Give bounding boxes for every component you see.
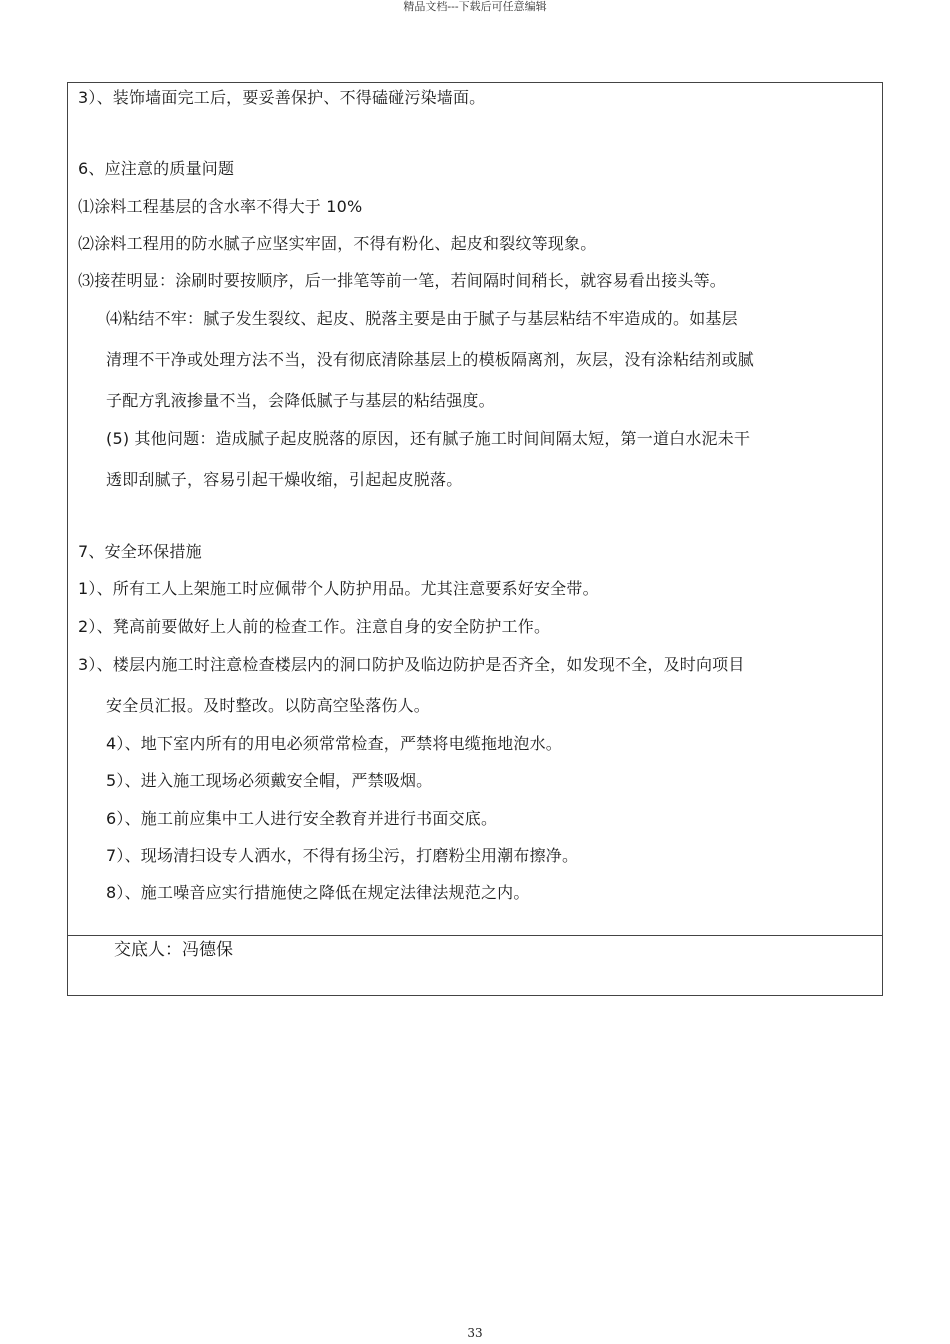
text-line: 清理不干净或处理方法不当，没有彻底清除基层上的模板隔离剂，灰层，没有涂粘结剂或腻 (106, 350, 755, 369)
text-line: ⑴涂料工程基层的含水率不得大于 10% (78, 197, 363, 216)
text-line: 透即刮腻子，容易引起干燥收缩，引起起皮脱落。 (106, 470, 463, 489)
text-line: 子配方乳液掺量不当，会降低腻子与基层的粘结强度。 (106, 391, 495, 410)
text-line: ⑶接茬明显：涂刷时要按顺序，后一排笔等前一笔，若间隔时间稍长，就容易看出接头等。 (78, 271, 727, 290)
text-line: 8）、施工噪音应实行措施使之降低在规定法律法规范之内。 (106, 883, 530, 902)
signer-cell (68, 936, 882, 995)
section-heading-safety: 7、安全环保措施 (78, 542, 202, 561)
text-line: 7）、现场清扫设专人洒水，不得有扬尘污，打磨粉尘用潮布擦净。 (106, 846, 579, 865)
header-note: 精品文档---下载后可任意编辑 (403, 0, 547, 13)
signer-label: 交底人：冯德保 (114, 940, 233, 960)
text-line: 1）、所有工人上架施工时应佩带个人防护用品。尤其注意要系好安全带。 (78, 579, 599, 598)
text-line: 4）、地下室内所有的用电必须常常检查，严禁将电缆拖地泡水。 (106, 734, 562, 753)
text-line: ⑵涂料工程用的防水腻子应坚实牢固，不得有粉化、起皮和裂纹等现象。 (78, 234, 597, 253)
text-line: 6）、施工前应集中工人进行安全教育并进行书面交底。 (106, 809, 498, 828)
text-line: 3）、楼层内施工时注意检查楼层内的洞口防护及临边防护是否齐全，如发现不全，及时向项目 (78, 655, 745, 674)
text-line: (5) 其他问题：造成腻子起皮脱落的原因，还有腻子施工时间间隔太短，第一道白水泥未干 (106, 429, 751, 448)
content-cell (68, 83, 882, 936)
disclosure-table (67, 82, 883, 996)
text-line: ⑷粘结不牢：腻子发生裂纹、起皮、脱落主要是由于腻子与基层粘结不牢造成的。如基层 (106, 309, 738, 328)
text-line: 5）、进入施工现场必须戴安全帽，严禁吸烟。 (106, 771, 433, 790)
text-line: 2）、凳高前要做好上人前的检查工作。注意自身的安全防护工作。 (78, 617, 551, 636)
page-number: 33 (467, 1326, 483, 1340)
text-line: 3）、装饰墙面完工后，要妥善保护、不得磕碰污染墙面。 (78, 88, 486, 107)
text-line: 安全员汇报。及时整改。以防高空坠落伤人。 (106, 696, 431, 715)
section-heading-quality: 6、应注意的质量问题 (78, 159, 235, 178)
